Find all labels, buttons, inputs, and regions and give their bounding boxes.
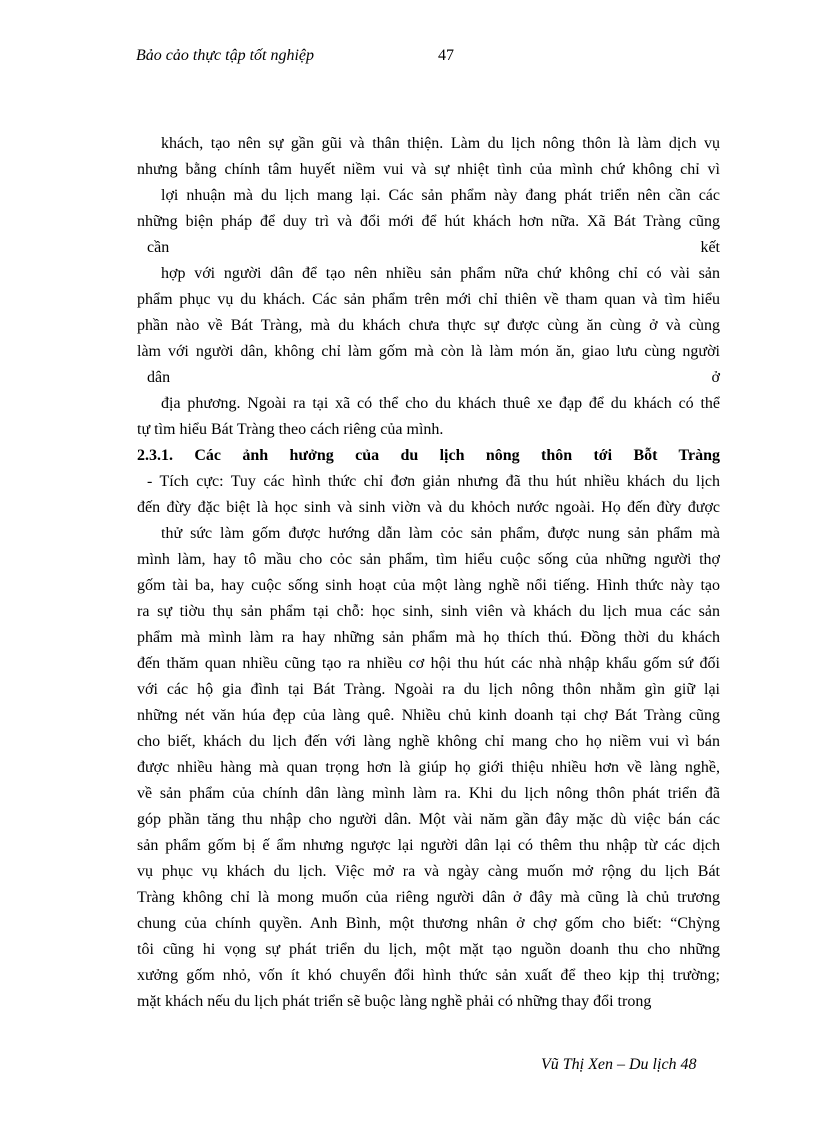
- text-line: - Tích cực: Tuy các hình thức chỉ đơn giản nhưng đã thu hút nhiều khách du lịch: [147, 473, 720, 490]
- text-line: vụ phục vụ khách du lịch. Việc mở ra và ngày càng muốn mở rộng du lịch Bát: [137, 863, 720, 880]
- text-line: được nhiều hàng mà quan trọng hơn là giúp họ giới thiệu nhiều hơn về làng nghề,: [137, 759, 720, 776]
- text-line: nhưng bằng chính tâm huyết niềm vui và sự nhiệt tình của mình chứ không chỉ vì: [137, 161, 720, 178]
- text-line: những nét văn húa đẹp của làng quê. Nhiều chủ kinh doanh tại chợ Bát Tràng cũng: [137, 707, 720, 724]
- text-fragment: kết: [700, 239, 720, 256]
- text-line: mặt khách nếu du lịch phát triển sẽ buộc làng nghề phải có những thay đổi trong: [137, 993, 652, 1010]
- text-line: lợi nhuận mà du lịch mang lại. Các sản phẩm này đang phát triển nên cần các: [161, 187, 720, 204]
- text-line: góp phần tăng thu nhập cho người dân. Một vài năm gần đây mặc dù việc bán các: [137, 811, 720, 828]
- text-line: phẩm phục vụ du khách. Các sản phẩm trên mới chỉ thiên về tham quan và tìm hiểu: [137, 291, 720, 308]
- text-line: phẩm mà mình làm ra hay những sản phẩm mà họ thích thú. Đồng thời du khách: [137, 629, 720, 646]
- text-line: phần nào về Bát Tràng, mà du khách chưa thực sự được cùng ăn cùng ở và cùng: [137, 317, 720, 334]
- text-line: chung của chính quyền. Anh Bình, một thương nhân ở chợ gốm cho biết: “Chỳng: [137, 915, 720, 932]
- document-footer-author: Vũ Thị Xen – Du lịch 48: [541, 1056, 697, 1073]
- text-line: những biện pháp để duy trì và đổi mới để hút khách hơn nữa. Xã Bát Tràng cũng: [137, 213, 720, 230]
- text-line: xưởng gốm nhỏ, vốn ít khó chuyển đổi hình thức sản xuất để theo kịp thị trường;: [137, 967, 720, 984]
- text-line: [137, 365, 720, 391]
- text-line: gốm tài ba, hay cuộc sống sinh hoạt của một làng nghề nổi tiếng. Hình thức này tạo: [137, 577, 720, 594]
- text-line: tôi cũng hi vọng sự phát triển du lịch, một mặt tạo nguồn doanh thu cho những: [137, 941, 720, 958]
- section-heading: 2.3.1. Các ảnh hưởng của du lịch nông thôn tới Bỗt Tràng: [137, 447, 720, 464]
- page-number: 47: [438, 47, 454, 64]
- text-fragment: cần: [147, 239, 170, 256]
- text-line: đến thăm quan nhiều cũng tạo ra nhiều cơ hội thu hút các nhà nhập khẩu gốm sứ đối: [137, 655, 720, 672]
- text-line: sản phẩm gốm bị ế ẩm nhưng ngược lại người dân lại có thêm thu nhập từ các dịch: [137, 837, 720, 854]
- text-line: thử sức làm gốm được hướng dẫn làm cỏc sản phẩm, được nung sản phẩm mà: [161, 525, 720, 542]
- text-fragment: ở: [711, 369, 720, 386]
- text-line: với các hộ gia đình tại Bát Tràng. Ngoài ra du lịch nông thôn nhằm gìn giữ lại: [137, 681, 720, 698]
- text-line: Tràng không chỉ là mong muốn của riêng người dân ở đây mà cũng là chủ trương: [137, 889, 720, 906]
- document-header-title: Bảo cảo thực tập tốt nghiệp: [136, 47, 315, 64]
- text-line: hợp với người dân để tạo nên nhiều sản phẩm nữa chứ không chỉ có vài sản: [161, 265, 720, 282]
- text-line: địa phương. Ngoài ra tại xã có thể cho du khách thuê xe đạp để du khách có thể: [161, 395, 720, 412]
- text-line: ra sự tiờu thụ sản phẩm tại chỗ: học sinh, sinh viên và khách du lịch mua các sản: [137, 603, 720, 620]
- text-line: về sản phẩm của chính dân làng mình làm ra. Khi du lịch nông thôn phát triển đã: [137, 785, 720, 802]
- document-body: [137, 131, 720, 1015]
- text-line: đến đừy đặc biệt là học sinh và sinh viờn và du khỏch nước ngoài. Họ đến đừy được: [137, 499, 720, 516]
- text-line: cho biết, khách du lịch đến với làng nghề không chỉ mang cho họ niềm vui vì bán: [137, 733, 720, 750]
- text-line: mình làm, hay tô mầu cho cỏc sản phẩm, tìm hiểu cuộc sống của những người thợ: [137, 551, 720, 568]
- text-line: làm với người dân, không chỉ làm gốm mà còn là làm món ăn, giao lưu cùng người: [137, 343, 720, 360]
- text-fragment: dân: [147, 369, 171, 386]
- text-line: [137, 235, 720, 261]
- text-line: tự tìm hiểu Bát Tràng theo cách riêng của mình.: [137, 421, 444, 438]
- text-line: khách, tạo nên sự gần gũi và thân thiện. Làm du lịch nông thôn là làm dịch vụ: [161, 135, 720, 152]
